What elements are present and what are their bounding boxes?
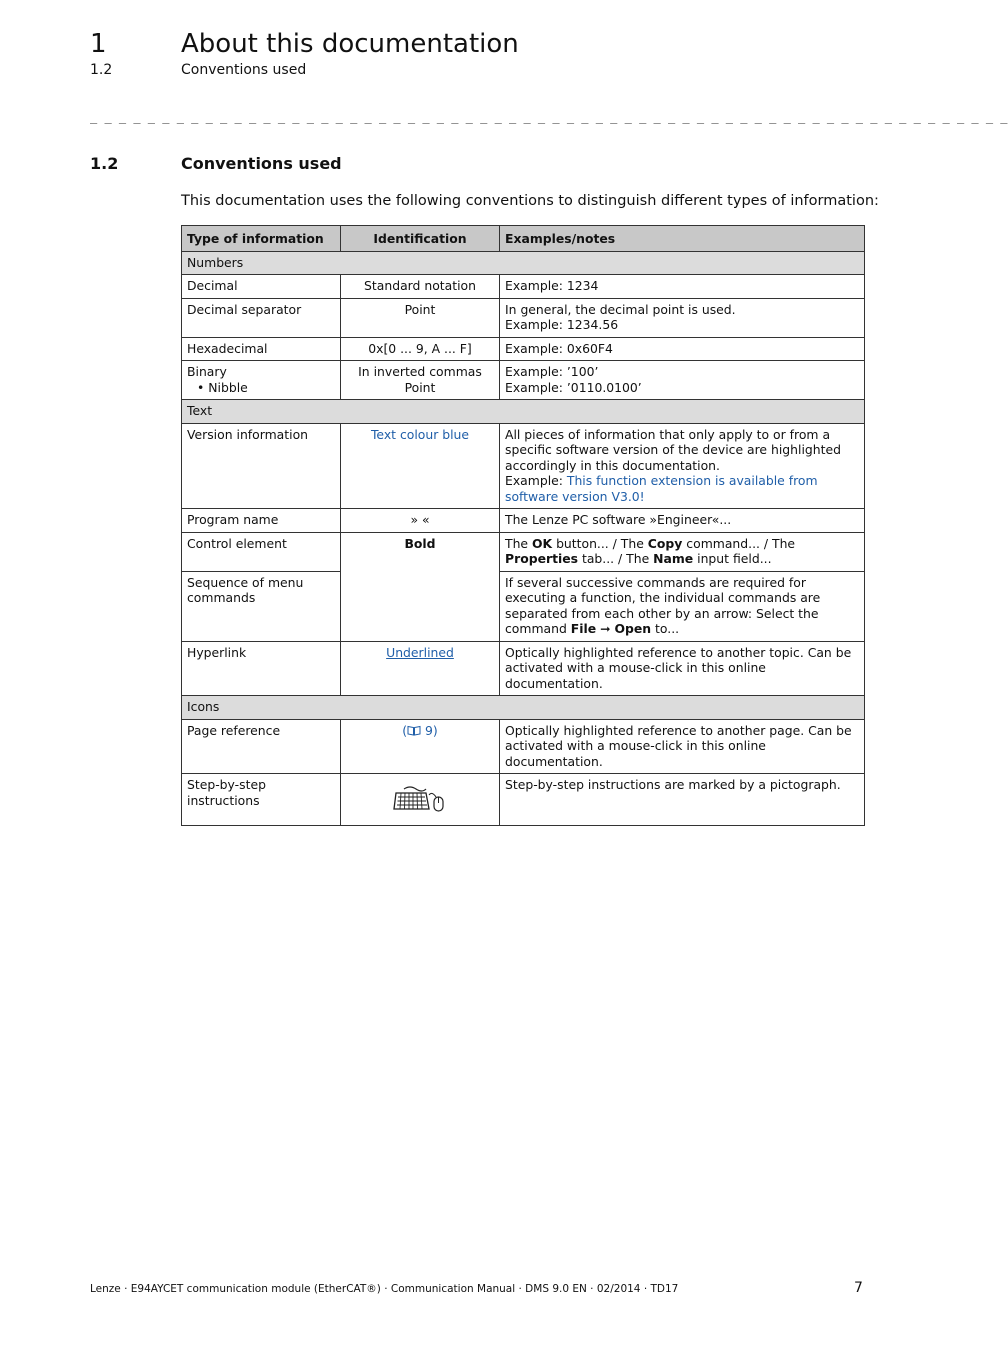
chapter-number: 1: [90, 29, 107, 59]
keyboard-mouse-icon: [392, 783, 448, 817]
example-cell: Step-by-step instructions are marked by a pictograph.: [500, 774, 865, 826]
type-label: Binary: [187, 364, 227, 379]
example-cell: [500, 361, 865, 400]
header-section-number: 1.2: [90, 62, 113, 78]
table-row: [182, 509, 865, 533]
ident-cell: Text colour blue: [341, 423, 500, 509]
book-icon: [407, 725, 421, 736]
text: to...: [651, 621, 680, 636]
ident-line: Point: [404, 379, 436, 395]
text: The: [505, 535, 532, 551]
example-text: All pieces of information that only apply to or from a specific software version of the device are highlighted accordingly in this documentation.: [505, 426, 841, 473]
type-cell: Hyperlink: [182, 641, 341, 696]
ident-cell: [341, 361, 500, 400]
group-label: Text: [182, 400, 865, 424]
type-cell: [182, 361, 341, 400]
page-number: 9): [425, 722, 438, 738]
example-cell: Example: 1234: [500, 275, 865, 299]
column-header: Examples/notes: [500, 226, 865, 252]
table-row: [182, 532, 865, 571]
table-row: [182, 641, 865, 696]
header-section-title: Conventions used: [181, 62, 307, 78]
bold-name: Name: [653, 551, 694, 566]
example-cell: [500, 532, 865, 571]
group-label: Icons: [182, 696, 865, 720]
page-reference-link[interactable]: [402, 723, 438, 738]
ident-cell: Bold: [341, 532, 500, 641]
table-row: [182, 337, 865, 361]
ident-cell: 0x[0 ... 9, A ... F]: [341, 337, 500, 361]
type-cell: Hexadecimal: [182, 337, 341, 361]
version-example-blue: This function extension is available from software version V3.0!: [505, 473, 818, 504]
text: input field...: [693, 551, 772, 566]
table-row: [182, 774, 865, 826]
table-row: [182, 275, 865, 299]
section-title: Conventions used: [181, 154, 342, 173]
table-header-row: [182, 226, 865, 252]
text: tab... / The: [578, 551, 654, 566]
ident-cell: Standard notation: [341, 275, 500, 299]
bold-open: Open: [614, 621, 652, 636]
table-row: [182, 571, 865, 641]
example-line: Example: 1234.56: [505, 317, 619, 332]
type-cell: Decimal: [182, 275, 341, 299]
type-sublabel: • Nibble: [197, 379, 248, 395]
bold-copy: Copy: [647, 535, 683, 551]
bold-file: File: [570, 621, 597, 636]
section-number: 1.2: [90, 154, 119, 173]
ident-line: In inverted commas: [358, 364, 482, 379]
ident-cell: » «: [341, 509, 500, 533]
ident-cell: [341, 774, 500, 826]
table-row: [182, 423, 865, 509]
column-header: Type of information: [182, 226, 341, 252]
example-cell: The Lenze PC software »Engineer«...: [500, 509, 865, 533]
table-row: [182, 719, 865, 774]
ident-cell: [341, 641, 500, 696]
intro-paragraph: This documentation uses the following conventions to distinguish different types of information:: [181, 193, 879, 209]
example-line: In general, the decimal point is used.: [505, 301, 736, 317]
example-cell: Optically highlighted reference to another topic. Can be activated with a mouse-click in this online documentation.: [500, 641, 865, 696]
example-cell: [500, 423, 865, 509]
bold-properties: Properties: [505, 551, 579, 566]
paren: (: [402, 722, 408, 738]
chapter-title: About this documentation: [181, 29, 519, 59]
type-cell: Control element: [182, 532, 341, 571]
example-cell: [500, 298, 865, 337]
group-row-numbers: [182, 251, 865, 275]
example-cell: Optically highlighted reference to another page. Can be activated with a mouse-click in this online documentation.: [500, 719, 865, 774]
arrow-icon: ➞: [600, 621, 611, 636]
ident-cell: [341, 719, 500, 774]
type-cell: Version information: [182, 423, 341, 509]
group-row-text: [182, 400, 865, 424]
type-cell: Decimal separator: [182, 298, 341, 337]
example-line: Example: ’0110.0100’: [505, 379, 642, 395]
example-line: [505, 473, 859, 504]
group-row-icons: [182, 696, 865, 720]
ident-cell: Point: [341, 298, 500, 337]
type-cell: Step-by-step instructions: [182, 774, 341, 826]
text: command... / The: [682, 535, 796, 551]
table-row: [182, 298, 865, 337]
example-line: Example: ’100’: [505, 364, 599, 379]
example-prefix: Example:: [505, 473, 567, 488]
example-cell: [500, 571, 865, 641]
footer-text: Lenze · E94AYCET communication module (EtherCAT®) · Communication Manual · DMS 9.0 EN · 02/2014 · TD17: [90, 1283, 679, 1295]
text: button... / The: [552, 535, 648, 551]
table-row: [182, 361, 865, 400]
type-cell: Page reference: [182, 719, 341, 774]
group-label: Numbers: [182, 251, 865, 275]
header-divider: _ _ _ _ _ _ _ _ _ _ _ _ _ _ _ _ _ _ _ _ _ _ _ _ _ _ _ _ _ _ _ _ _ _ _ _ _ _ _ _ _ _ _ _ _ _ _ _ _ _ _ _ _ _ _ _ _ _ _ _ _ _ _ _: [90, 110, 1008, 124]
underlined-link[interactable]: Underlined: [386, 644, 454, 660]
conventions-table: [181, 225, 865, 826]
bold-ok: OK: [531, 535, 553, 551]
text: If several successive commands are required for executing a function, the individual commands are separated from each other by an arrow: Select the command: [505, 574, 821, 636]
type-cell: Program name: [182, 509, 341, 533]
column-header: Identification: [341, 226, 500, 252]
example-cell: Example: 0x60F4: [500, 337, 865, 361]
page-number: 7: [854, 1280, 863, 1296]
type-cell: Sequence of menu commands: [182, 571, 341, 641]
